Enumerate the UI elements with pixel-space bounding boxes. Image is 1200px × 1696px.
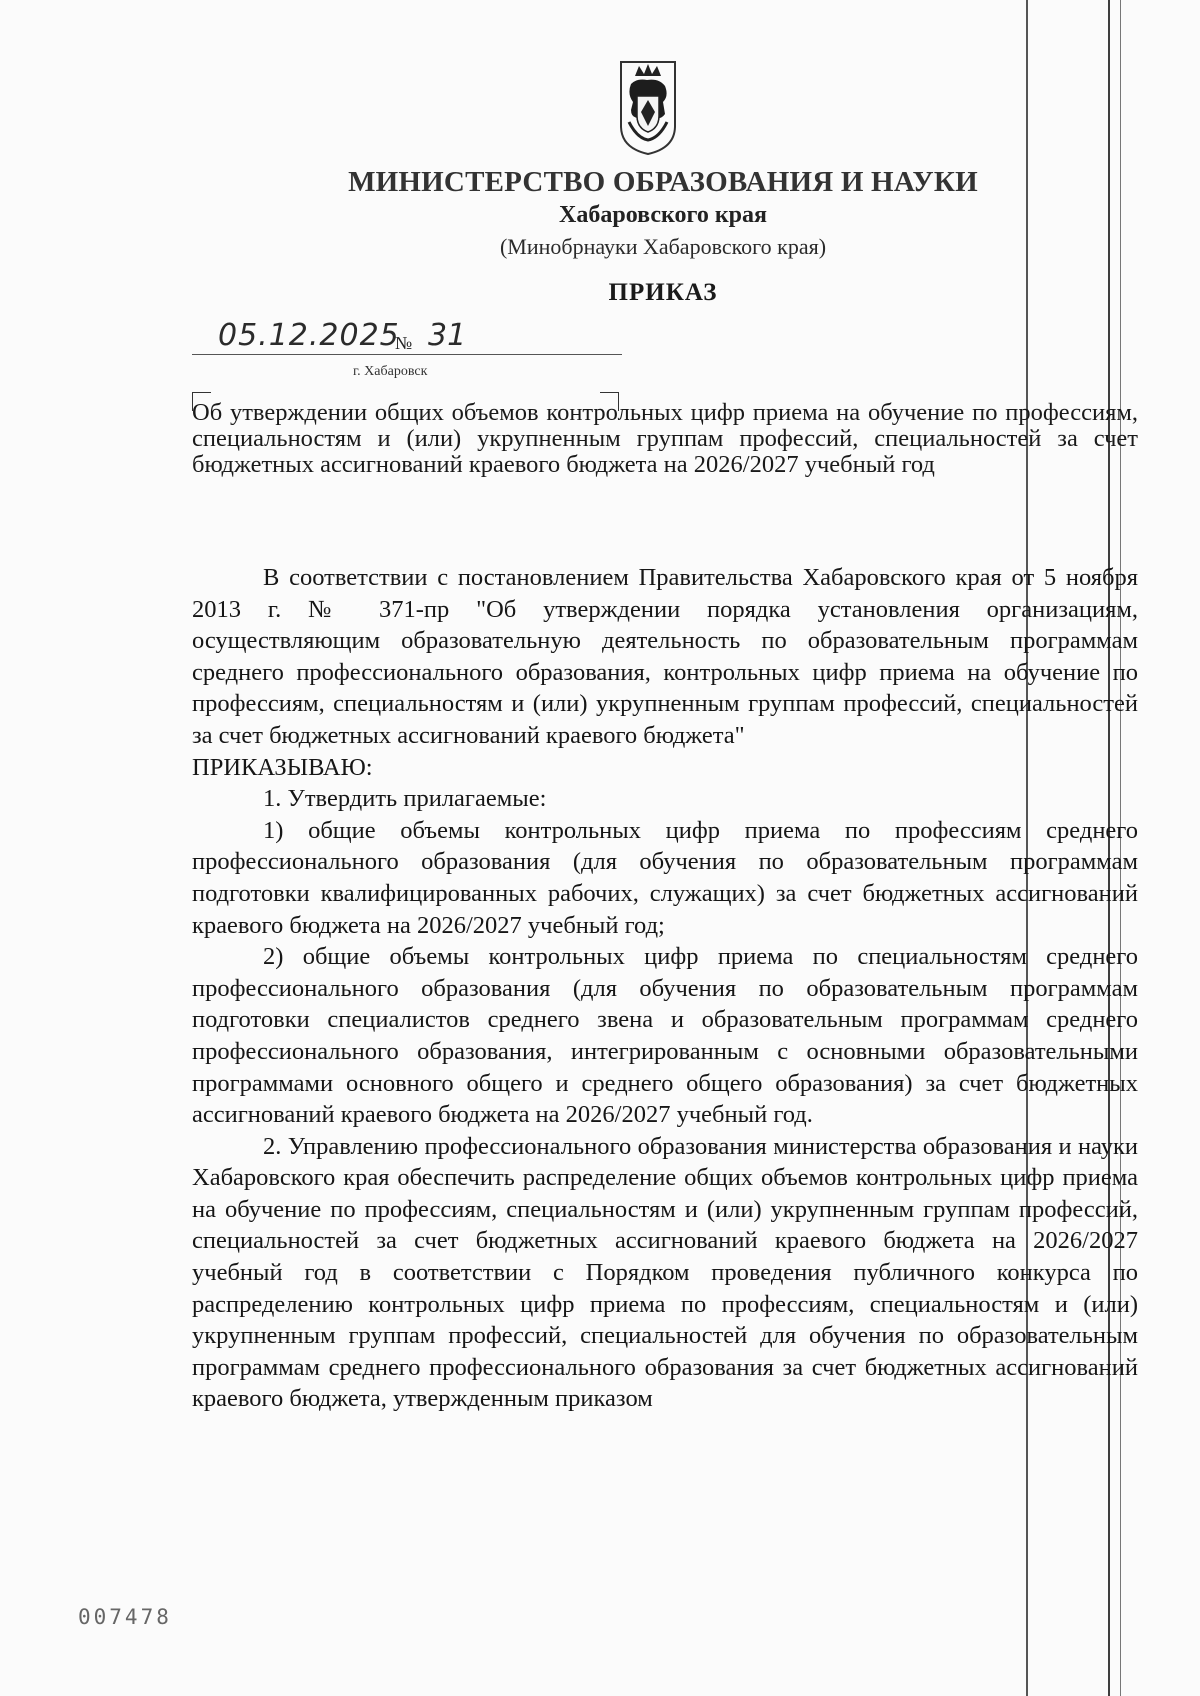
item-1: 1. Утвердить прилагаемые: [263, 785, 547, 813]
document-type-heading: ПРИКАЗ [608, 279, 718, 306]
city-label: г. Хабаровск [353, 364, 428, 379]
ministry-name: МИНИСТЕРСТВО ОБРАЗОВАНИЯ И НАУКИ [348, 166, 978, 198]
order-word: ПРИКАЗЫВАЮ: [192, 753, 373, 781]
preamble-paragraph: В соответствии с постановлением Правительства Хабаровского края от 5 ноября 2013 г. № 371-пр "Об утверждении порядка установления организациям, осуществляющим образовательную деятельность по образовательным программам среднего профессионального образования, контрольных цифр приема на обучение по профессиям, специальностям и (или) укрупненным группам профессий, специальностей за счет бюджетных ассигнований краевого бюджета" [192, 564, 1138, 749]
ministry-short-name: (Минобрнауки Хабаровского края) [499, 234, 827, 259]
item-1-1: 1) общие объемы контрольных цифр приема по профессиям среднего профессионального образования (для обучения по образовательным программам подготовки квалифицированных рабочих, служащих) за счет бюджетных ассигнований краевого бюджета на 2026/2027 учебный год; [192, 816, 1138, 939]
document-title: Об утверждении общих объемов контрольных цифр приема на обучение по профессиям, специальностям и (или) укрупненным группам профессий, специальностей за счет бюджетных ассигнований краевого бюджета на 2026/2027 учебный год [192, 399, 1138, 478]
item-1-2: 2) общие объемы контрольных цифр приема по специальностям среднего профессионального образования (для обучения по образовательным программам подготовки специалистов среднего звена и образовательным программам среднего профессионального образования, интегрированным с основными образовательными программами основного общего и среднего общего образования) за счет бюджетных ассигнований краевого бюджета на 2026/2027 учебный год. [192, 943, 1138, 1129]
document-date: 05.12.2025 [218, 318, 400, 353]
item-2: 2. Управлению профессионального образования министерства образования и науки Хабаровского края обеспечить распределение общих объемов контрольных цифр приема на обучение по профессиям, специальностям и (или) укрупненным группам профессий, специальностей за счет бюджетных ассигнований краевого бюджета на 2026/2027 учебный год в соответствии с Порядком проведения публичного конкурса по распределению контрольных цифр приема по профессиям, специальностям и (или) укрупненным группам профессий, специальностей для обучения по образовательным программам среднего профессионального образования за счет бюджетных ассигнований краевого бюджета, утвержденным приказом [192, 1132, 1138, 1413]
coat-of-arms-icon [617, 56, 679, 156]
registration-line [192, 318, 622, 358]
ministry-region: Хабаровского края [559, 202, 767, 228]
registration-underline [192, 354, 622, 355]
serial-number: 007478 [78, 1605, 172, 1629]
number-sign: № [395, 333, 413, 353]
document-number: 31 [428, 318, 467, 353]
document-body [192, 562, 1138, 1415]
